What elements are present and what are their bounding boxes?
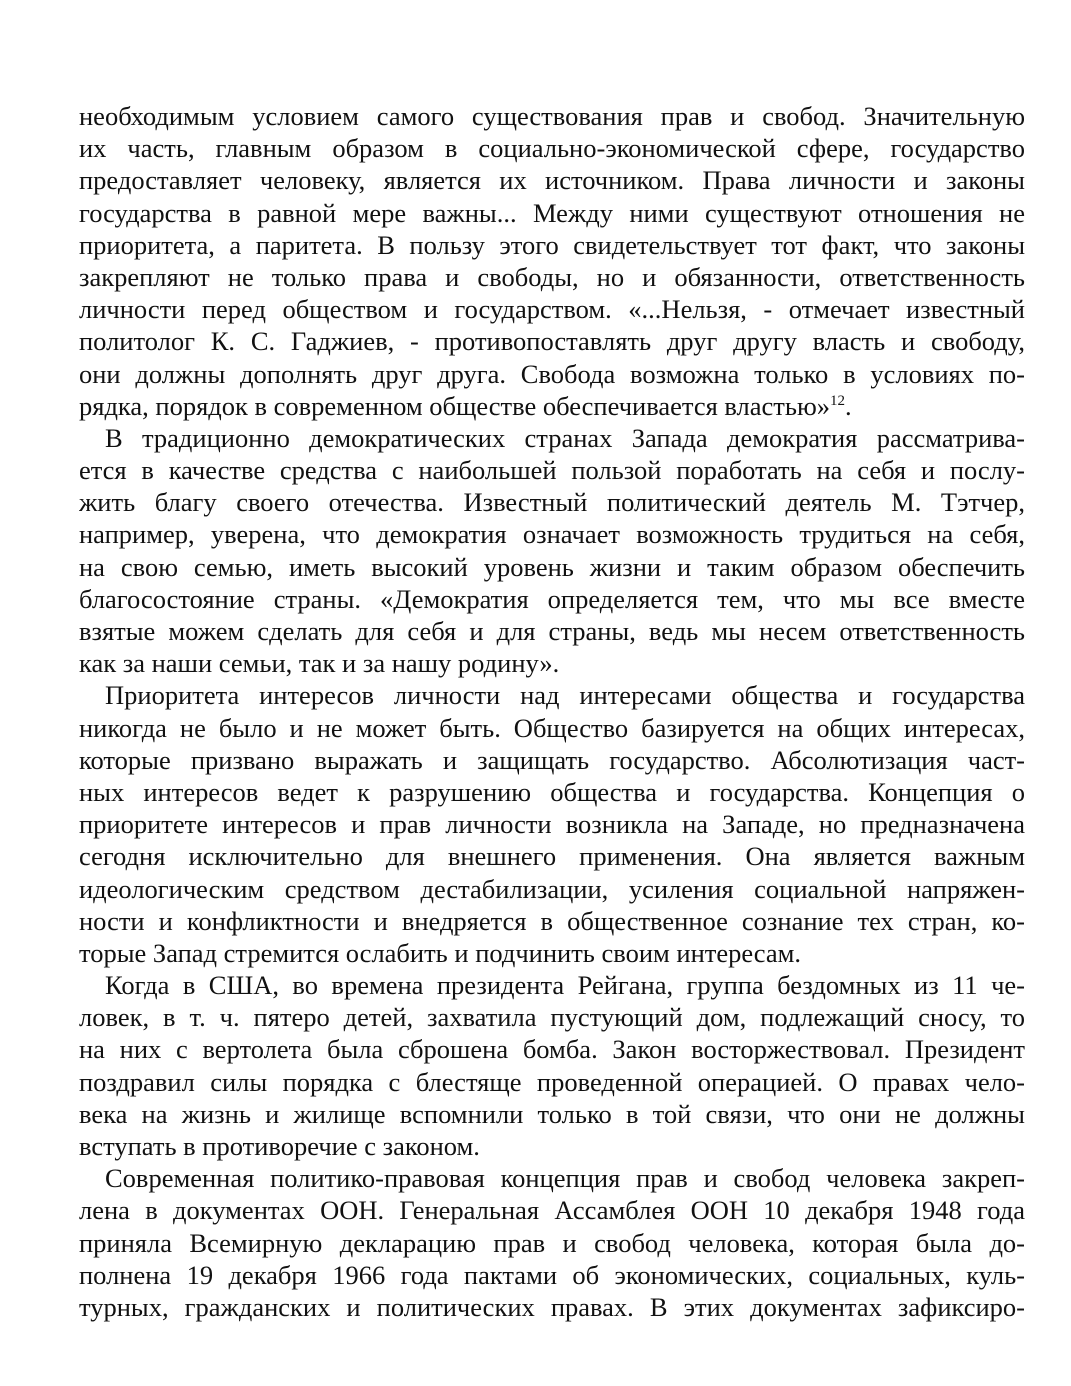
text-line [79, 905, 1025, 937]
line-text: Современная политико-правовая концепция прав и свобод человека закреп- [105, 1163, 1025, 1194]
text-line [79, 840, 1025, 872]
line-text: ных интересов ведет к разрушению общества и государства. Концепция о [79, 776, 1025, 807]
line-text: поздравил силы порядка с блестяще проведенной операцией. О правах чело- [79, 1066, 1025, 1097]
line-text: ловек, в т. ч. пятеро детей, захватила пустующий дом, подлежащий сносу, то [79, 1002, 1025, 1033]
text-line [79, 293, 1025, 325]
text-line [79, 969, 1025, 1001]
text-line [79, 1098, 1025, 1130]
text-line [79, 808, 1025, 840]
text-line [79, 1291, 1025, 1323]
line-text: Когда в США, во времена президента Рейгана, группа бездомных из 11 че- [105, 970, 1025, 1001]
line-text: взятые можем сделать для себя и для страны, ведь мы несем ответственность [79, 616, 1025, 646]
text-line [79, 486, 1025, 518]
line-text: на них с вертолета была сброшена бомба. Закон восторжествовал. Президент [79, 1034, 1025, 1065]
line-text: благосостояние страны. «Демократия определяется тем, что мы все вместе [79, 583, 1025, 614]
line-text: политолог К. С. Гаджиев, - противопоставлять друг другу власть и свободу, [79, 326, 1025, 357]
line-text: они должны дополнять друг друга. Свобода возможна только в условиях по- [79, 358, 1025, 389]
text-line [79, 776, 1025, 808]
text-line [79, 454, 1025, 486]
paragraph [79, 1162, 1025, 1323]
line-text: приоритета, а паритета. В пользу этого свидетельствует тот факт, что законы [79, 229, 1025, 260]
line-text: государства в равной мере важны... Между ними существуют отношения не [79, 197, 1025, 228]
text-line [79, 744, 1025, 776]
line-text: которые призвано выражать и защищать государство. Абсолютизация част- [79, 744, 1025, 775]
text-line [79, 100, 1025, 132]
line-text: закрепляют не только права и свободы, но и обязанности, ответственность [79, 261, 1025, 292]
line-text: полнена 19 декабря 1966 года пактами об экономических, социальных, куль- [79, 1259, 1025, 1290]
text-line [79, 583, 1025, 615]
text-line [79, 197, 1025, 229]
text-line [79, 1033, 1025, 1065]
line-text: Приоритета интересов личности над интересами общества и государства [105, 680, 1025, 711]
footnote-reference: 12 [830, 392, 846, 409]
text-line [79, 615, 1025, 647]
paragraph [79, 100, 1025, 422]
text-line [79, 679, 1025, 711]
text-line [79, 1162, 1025, 1194]
page-text [79, 100, 1025, 1323]
line-text: В традиционно демократических странах Запада демократия рассматрива- [105, 422, 1025, 453]
line-text: личности перед обществом и государством. «...Нельзя, - отмечает известный [79, 294, 1025, 325]
line-text: сегодня исключительно для внешнего применения. Она является важным [79, 841, 1025, 872]
line-text: идеологическим средством дестабилизации, усиления социальной напряжен- [79, 873, 1025, 904]
text-line [79, 390, 1025, 422]
text-line [79, 1001, 1025, 1033]
text-line [79, 358, 1025, 390]
line-text: приоритете интересов и прав личности возникла на Западе, но предназначена [79, 809, 1025, 840]
text-line [79, 1259, 1025, 1291]
text-line [79, 1130, 1025, 1162]
paragraph [79, 679, 1025, 969]
text-line [79, 1227, 1025, 1259]
line-text: предоставляет человеку, является их источником. Права личности и законы [79, 165, 1025, 196]
line-text: никогда не было и не может быть. Общество базируется на общих интересах, [79, 712, 1025, 743]
text-line [79, 937, 1025, 969]
line-text: жить благу своего отечества. Известный политический деятель М. Тэтчер, [79, 487, 1025, 518]
line-text: рядка, порядок в современном обществе обеспечивается властью» [79, 390, 831, 421]
text-line [79, 873, 1025, 905]
text-line [79, 518, 1025, 550]
line-text: века на жизнь и жилище вспомнили только в той связи, что они не должны [79, 1098, 1025, 1129]
text-line [79, 422, 1025, 454]
line-text: ется в качестве средства с наибольшей пользой поработать на себя и послу- [79, 455, 1025, 486]
text-line [79, 164, 1025, 196]
line-text: турных, гражданских и политических правах. В этих документах зафиксиро- [79, 1291, 1025, 1322]
text-line [79, 261, 1025, 293]
line-text: на свою семью, иметь высокий уровень жизни и таким образом обеспечить [79, 551, 1025, 582]
paragraph [79, 422, 1025, 680]
line-text: как за наши семьи, так и за нашу родину». [79, 648, 560, 679]
line-text: вступать в противоречие с законом. [79, 1131, 480, 1161]
line-text-tail: . [845, 390, 852, 421]
line-text: их часть, главным образом в социально-экономической сфере, государство [79, 133, 1025, 164]
line-text: лена в документах ООН. Генеральная Ассамблея ООН 10 декабря 1948 года [79, 1195, 1025, 1226]
line-text: например, уверена, что демократия означает возможность трудиться на себя, [79, 519, 1025, 550]
line-text: приняла Всемирную декларацию прав и свобод человека, которая была до- [79, 1227, 1025, 1258]
text-line [79, 325, 1025, 357]
text-line [79, 1194, 1025, 1226]
text-line [79, 229, 1025, 261]
text-line [79, 712, 1025, 744]
text-line [79, 551, 1025, 583]
text-line [79, 132, 1025, 164]
line-text: ности и конфликтности и внедряется в общественное сознание тех стран, ко- [79, 905, 1025, 936]
text-line [79, 1066, 1025, 1098]
text-line [79, 647, 1025, 679]
paragraph [79, 969, 1025, 1162]
line-text: торые Запад стремится ослабить и подчинить своим интересам. [79, 937, 802, 968]
line-text: необходимым условием самого существования прав и свобод. Значительную [79, 101, 1025, 131]
